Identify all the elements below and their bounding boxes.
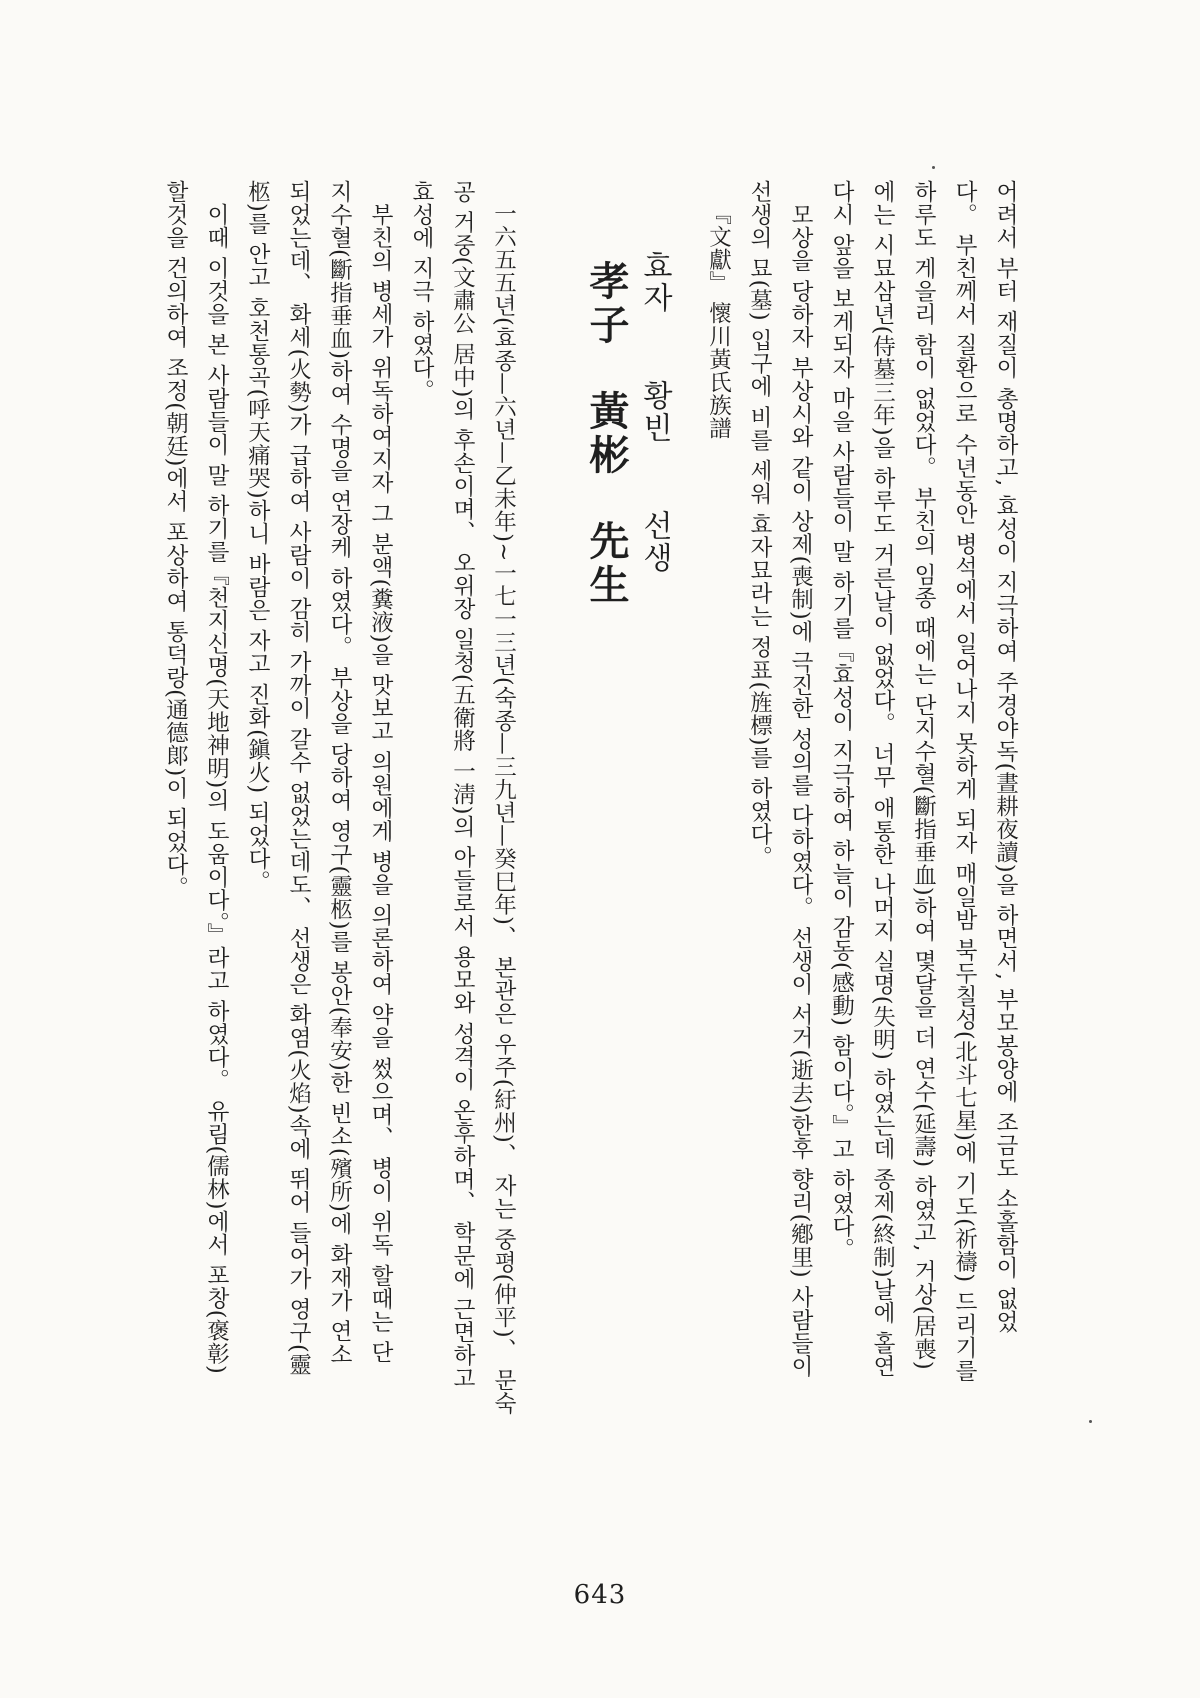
text-line: 하루도 게을리 함이 없었다。 부친의 임종 때에는 단지수혈(斷指垂血)하여 몇달을 더 연수(延壽) 하였고, 거상(居喪): [910, 180, 937, 1371]
text-line: 선생의 묘(墓) 입구에 비를 세워 효자묘라는 정표(旌標)를 하였다。: [746, 180, 773, 869]
source-citation: 『文獻』 懷川黃氏族譜: [705, 202, 732, 440]
scan-speck: [932, 166, 935, 169]
text-line: 할것을 건의하여 조정(朝廷)에서 포상하여 통덕랑(通德郞)이 되었다。: [162, 180, 189, 900]
text-line: 이때 이것을 본 사람들이 말 하기를『천지신명(天地神明)의 도움이다。』라고 하였다。 유림(儒林)에서 포창(褒彰): [203, 203, 230, 1375]
scan-speck: [1089, 1420, 1092, 1423]
title-reading-main: 효자: [637, 250, 672, 314]
text-line: 부친의 병세가 위독하여지자 그 분액(糞液)을 맛보고 의원에게 병을 의론하여 약을 썼으며、 병이 위독 할때는 단: [367, 203, 394, 1364]
text-line: 효성에 지극 하였다。: [408, 180, 435, 403]
text-line: 다시 앞을 보게되자 마을 사람들이 말 하기를『효성이 지극하여 하늘이 감동(感動) 함이다。』고 하였다。: [828, 180, 855, 1261]
text-line: 에는 시묘삼년(侍墓三年)을 하루도 거른날이 없었다。 너무 애통한 나머지 실명(失明) 하였는데 종제(終制)날에 홀연: [869, 180, 896, 1378]
title-hanja-main: 孝子: [583, 260, 630, 348]
title-reading-suffix: 선생: [637, 510, 672, 574]
title-reading-column: [634, 250, 674, 314]
text-line: 柩)를 안고 호천통곡(呼天痛哭)하니 바람은 자고 진화(鎭火) 되었다。: [244, 180, 271, 894]
title-reading-column: [634, 510, 674, 574]
title-hanja-suffix: 先生: [583, 520, 630, 608]
title-reading-column: [634, 380, 674, 444]
page-number: 643: [573, 1580, 627, 1610]
text-line: 어려서 부터 재질이 총명하고, 효성이 지극하여 주경야독(晝耕夜讀)을 하면서, 부모봉양에 조금도 소홀함이 없었: [992, 180, 1019, 1334]
title-reading-name: 황빈: [637, 380, 672, 444]
text-line: 모상을 당하자 부상시와 같이 상제(喪制)에 극진한 성의를 다하였다。 선생이 서거(逝去)한후 향리(鄕里) 사람들이: [787, 203, 814, 1378]
text-line: 一六五五년(효종—六년—乙未年)~一七一三년(숙종—三九년—癸巳年)、 본관은 우주(紆州)、 자는 중평(仲平)、 문숙: [490, 202, 517, 1415]
text-line: 공 거중(文肅公 居中)의 후손이며、 오위장 일청(五衛將 一淸)의 아들로서 용모와 성격이 온후하며、 학문에 근면하고: [449, 180, 476, 1390]
text-line: 지수혈(斷指垂血)하여 수명을 연장케 하였다。 부상을 당하여 영구(靈柩)를 봉안(奉安)한 빈소(殯所)에 화재가 연소: [326, 180, 353, 1366]
text-line: 되었는데、 화세(火勢)가 급하여 사람이 감히 가까이 갈수 없었는데도、 선생은 화염(火焰)속에 뛰어 들어가 영구(靈: [285, 180, 312, 1377]
title-hanja-name: 黃彬: [583, 390, 630, 478]
text-line: 다。 부친께서 질환으로 수년동안 병석에서 일어나지 못하게 되자 매일밤 북두칠성(北斗七星)에 기도(祈禱) 드리기를: [951, 180, 978, 1383]
